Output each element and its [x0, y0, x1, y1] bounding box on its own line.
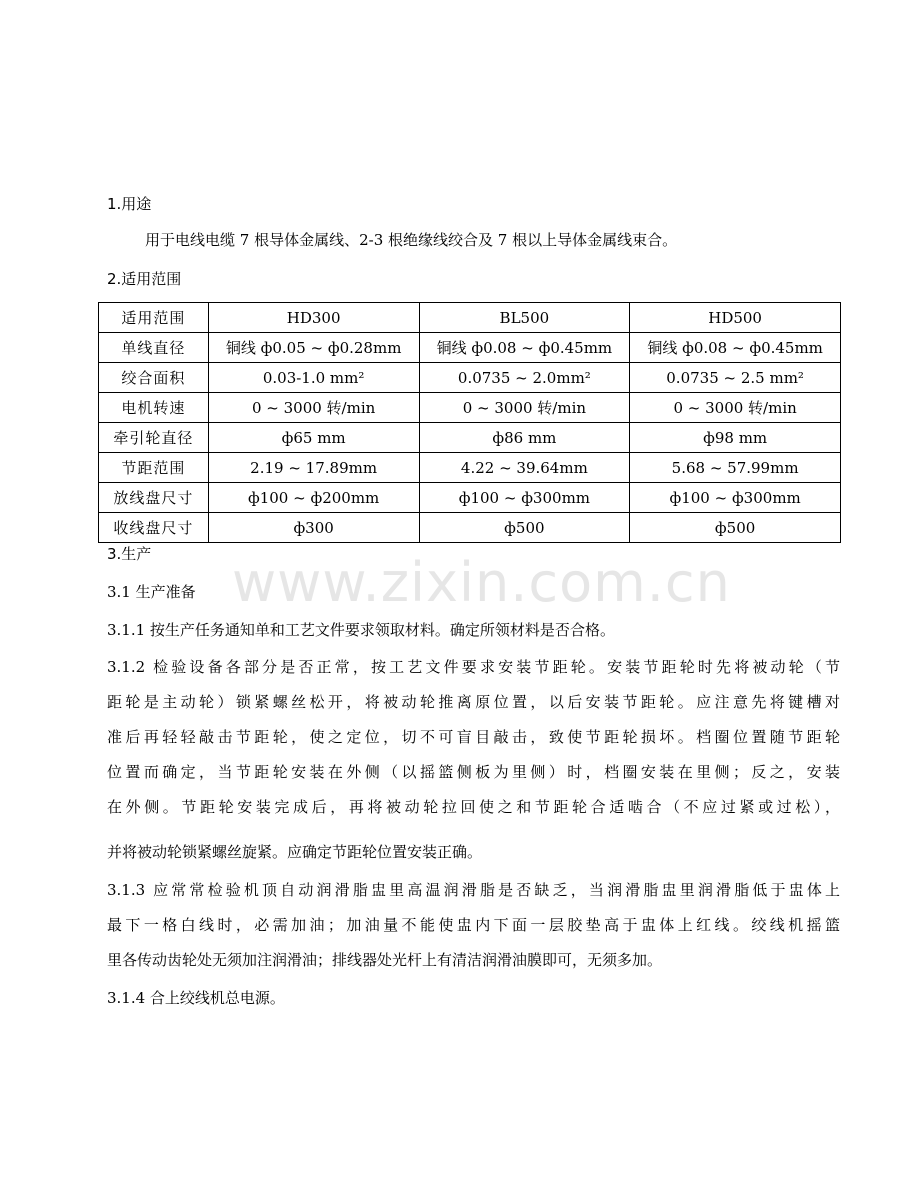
table-cell: ф500	[419, 513, 630, 543]
table-cell: 0.0735 ~ 2.5 mm²	[630, 363, 841, 393]
paragraph-3-1-2-line: 准后再轻轻敲击节距轮，使之定位，切不可盲目敲击，致使节距轮损坏。档圈位置随节距轮	[107, 728, 840, 746]
table-header-cell: HD500	[630, 303, 841, 333]
table-row-label: 单线直径	[99, 333, 209, 363]
table-cell: ф100 ~ ф300mm	[419, 483, 630, 513]
table-cell: ф500	[630, 513, 841, 543]
table-cell: 0.03-1.0 mm²	[208, 363, 419, 393]
section-heading-usage: 1.用途	[107, 195, 152, 213]
spec-table	[98, 302, 841, 543]
table-cell: ф300	[208, 513, 419, 543]
paragraph-3-1-2-line: 在外侧。节距轮安装完成后，再将被动轮拉回使之和节距轮合适啮合（不应过紧或过松），	[107, 798, 840, 816]
table-cell: 铜线 ф0.05 ~ ф0.28mm	[208, 333, 419, 363]
subsection-heading-preparation: 3.1 生产准备	[107, 583, 196, 601]
table-header-row	[99, 303, 841, 333]
table-cell: 0.0735 ~ 2.0mm²	[419, 363, 630, 393]
table-row	[99, 363, 841, 393]
table-header-cell: 适用范围	[99, 303, 209, 333]
table-row	[99, 393, 841, 423]
table-row	[99, 513, 841, 543]
table-cell: ф86 mm	[419, 423, 630, 453]
table-cell: ф100 ~ ф200mm	[208, 483, 419, 513]
usage-paragraph: 用于电线电缆 7 根导体金属线、2-3 根绝缘线绞合及 7 根以上导体金属线束合。	[145, 231, 678, 249]
paragraph-3-1-1: 3.1.1 按生产任务通知单和工艺文件要求领取材料。确定所领材料是否合格。	[107, 621, 615, 639]
watermark: www.zixin.com.cn	[232, 551, 731, 614]
table-row-label: 绞合面积	[99, 363, 209, 393]
paragraph-3-1-3-line: 3.1.3 应常常检验机顶自动润滑脂盅里高温润滑脂是否缺乏，当润滑脂盅里润滑脂低于盅体上	[107, 881, 840, 899]
table-row	[99, 483, 841, 513]
table-header-cell: BL500	[419, 303, 630, 333]
paragraph-3-1-4: 3.1.4 合上绞线机总电源。	[107, 989, 285, 1007]
table-row	[99, 333, 841, 363]
table-row-label: 收线盘尺寸	[99, 513, 209, 543]
paragraph-3-1-2-line: 并将被动轮锁紧螺丝旋紧。应确定节距轮位置安装正确。	[107, 843, 483, 861]
table-row	[99, 453, 841, 483]
paragraph-3-1-3-line: 里各传动齿轮处无须加注润滑油；排线器处光杆上有清洁润滑油膜即可，无须多加。	[107, 951, 663, 969]
table-row-label: 牵引轮直径	[99, 423, 209, 453]
table-row	[99, 423, 841, 453]
table-cell: 5.68 ~ 57.99mm	[630, 453, 841, 483]
table-row-label: 电机转速	[99, 393, 209, 423]
table-cell: ф98 mm	[630, 423, 841, 453]
table-cell: 0 ~ 3000 转/min	[419, 393, 630, 423]
paragraph-3-1-2-line: 距轮是主动轮）锁紧螺丝松开，将被动轮推离原位置，以后安装节距轮。应注意先将键槽对	[107, 693, 840, 711]
paragraph-3-1-3-line: 最下一格白线时，必需加油；加油量不能使盅内下面一层胶垫高于盅体上红线。绞线机摇篮	[107, 916, 840, 934]
table-cell: ф100 ~ ф300mm	[630, 483, 841, 513]
table-cell: 0 ~ 3000 转/min	[630, 393, 841, 423]
paragraph-3-1-2-line: 位置而确定，当节距轮安装在外侧（以摇篮侧板为里侧）时，档圈安装在里侧；反之，安装	[107, 763, 840, 781]
table-cell: ф65 mm	[208, 423, 419, 453]
table-cell: 铜线 ф0.08 ~ ф0.45mm	[630, 333, 841, 363]
table-cell: 4.22 ~ 39.64mm	[419, 453, 630, 483]
section-heading-production: 3.生产	[107, 545, 152, 563]
paragraph-3-1-2-line: 3.1.2 检验设备各部分是否正常，按工艺文件要求安装节距轮。安装节距轮时先将被动轮（节	[107, 658, 840, 676]
table-row-label: 节距范围	[99, 453, 209, 483]
table-cell: 2.19 ~ 17.89mm	[208, 453, 419, 483]
section-heading-scope: 2.适用范围	[107, 270, 182, 288]
table-row-label: 放线盘尺寸	[99, 483, 209, 513]
table-header-cell: HD300	[208, 303, 419, 333]
table-cell: 铜线 ф0.08 ~ ф0.45mm	[419, 333, 630, 363]
table-cell: 0 ~ 3000 转/min	[208, 393, 419, 423]
